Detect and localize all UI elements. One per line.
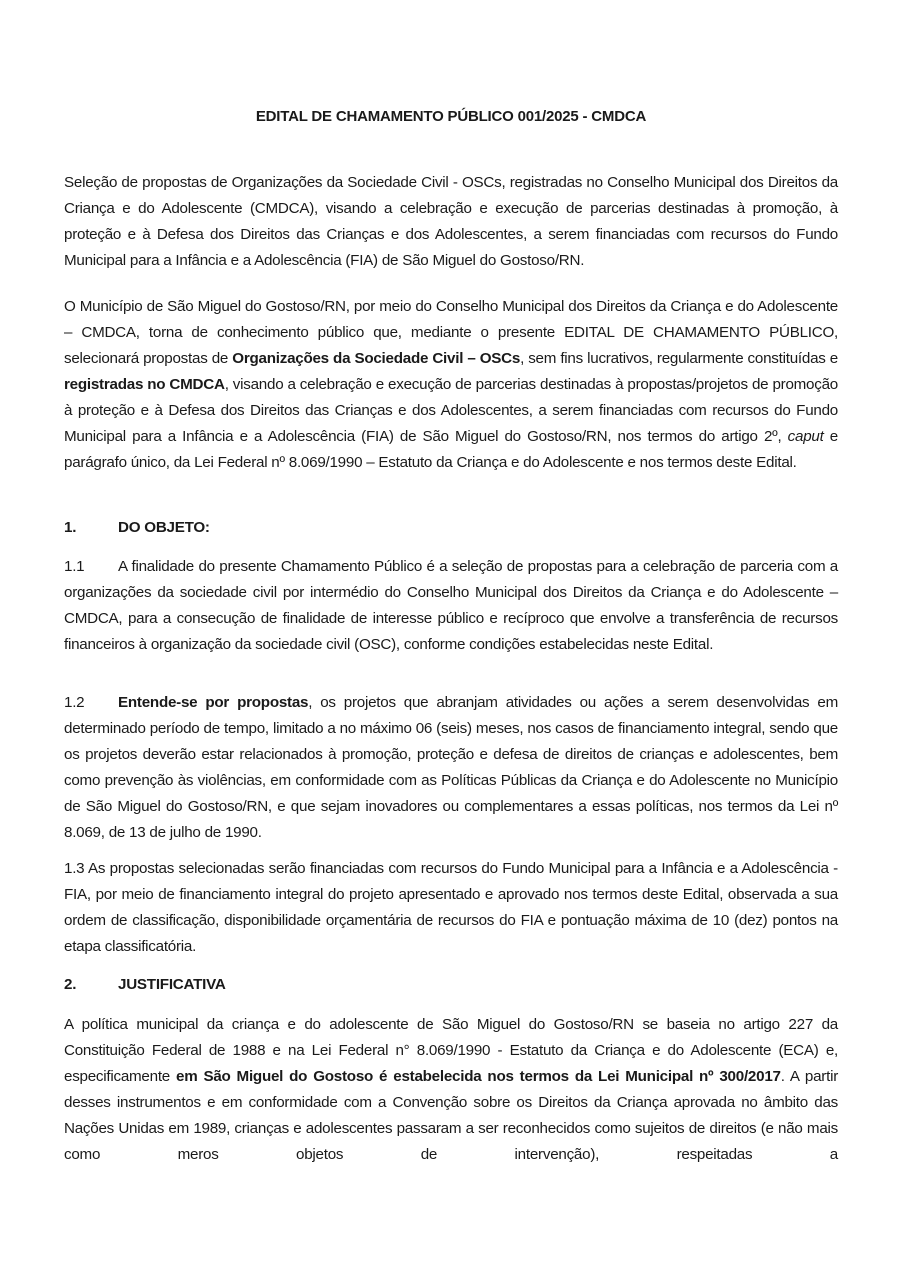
clause-text: As propostas selecionadas serão financiadas com recursos do Fundo Municipal para a Infância e a Adolescência - FIA, por meio de financiamento integral do projeto apresentado e aprovado nos termos deste Edital, observada a sua ordem de classificação, disponibilidade orçamentária de recursos do FIA e pontuação máxima de 10 (dez) pontos na etapa classificatória. [64, 860, 838, 955]
intro-text: Seleção de propostas de Organizações da Sociedade Civil - OSCs, registradas no Conselho Municipal dos Direitos da Criança e do Adolescente (CMDCA), visando a celebração e execução de parcerias destinadas à promoção, à proteção e à Defesa dos Direitos das Crianças e dos Adolescentes, a serem financiadas com recursos do Fundo Municipal para a Infância e a Adolescência (FIA) de São Miguel do Gostoso/RN. [64, 174, 838, 269]
section-title: JUSTIFICATIVA [118, 976, 226, 993]
section-number: 2. [64, 976, 77, 993]
section-number: 1. [64, 519, 77, 536]
preamble-italic-caput: caput [787, 428, 824, 445]
preamble-text-1: O Município de São Miguel do Gostoso/RN, por meio do Conselho Municipal dos Direitos da Criança e do Adolescente – CMDCA, torna de conhecimento público que, mediante o presente EDITAL DE CHAMAMENTO PÚBLICO, selecionará propostas de [64, 298, 838, 367]
preamble-text-3: , visando a celebração e execução de parcerias destinadas à propostas/projetos de promoção à proteção e à Defesa dos Direitos das Crianças e dos Adolescentes, a serem financiadas com recursos do Fundo Municipal para a Infância e a Adolescência (FIA) de São Miguel do Gostoso/RN, nos termos do artigo 2º, [64, 376, 838, 445]
section-heading-objeto [64, 515, 210, 541]
document-title: EDITAL DE CHAMAMENTO PÚBLICO 001/2025 - CMDCA [255, 108, 647, 125]
preamble-paragraph [64, 294, 838, 476]
clause-number: 1.1 [64, 558, 85, 575]
clause-1-2 [64, 690, 838, 846]
clause-text: A finalidade do presente Chamamento Público é a seleção de propostas para a celebração de parceria com a organizações da sociedade civil por intermédio do Conselho Municipal dos Direitos da Criança e do Adolescente – CMDCA, para a consecução de finalidade de interesse público e recíproco que envolve a transferência de recursos financeiros à organização da sociedade civil (OSC), conforme condições estabelecidas neste Edital. [64, 558, 838, 653]
clause-number: 1.3 [64, 860, 85, 877]
section-title: DO OBJETO: [118, 519, 210, 536]
clause-bold-lead: Entende-se por propostas [118, 694, 309, 711]
justificativa-text-2: . A partir desses instrumentos e em conformidade com a Convenção sobre os Direitos da Criança aprovada no âmbito das Nações Unidas em 1989, crianças e adolescentes passaram a ser reconhecidos como sujeitos de direitos (e não mais como meros objetos de intervenção), respeitadas a [64, 1068, 838, 1163]
clause-1-1 [64, 554, 838, 658]
clause-1-3 [64, 856, 838, 960]
clause-text: , os projetos que abranjam atividades ou ações a serem desenvolvidas em determinado período de tempo, limitado a no máximo 06 (seis) meses, nos casos de financiamento integral, sendo que os projetos deverão estar relacionados à promoção, proteção e defesa de direitos de crianças e adolescentes, bem como prevenção às violências, em conformidade com as Políticas Públicas da Criança e do Adolescente no Município de São Miguel do Gostoso/RN, e que sejam inovadores ou complementares a essas políticas, nos termos da Lei nº 8.069, de 13 de julho de 1990. [64, 694, 838, 841]
intro-paragraph [64, 170, 838, 274]
justificativa-bold-lei: em São Miguel do Gostoso é estabelecida nos termos da Lei Municipal nº 300/2017 [176, 1068, 781, 1085]
clause-number: 1.2 [64, 694, 85, 711]
preamble-bold-cmdca: registradas no CMDCA [64, 376, 225, 393]
justificativa-text-1: A política municipal da criança e do adolescente de São Miguel do Gostoso/RN se baseia no artigo 227 da Constituição Federal de 1988 e na Lei Federal n° 8.069/1990 - Estatuto da Criança e do Adolescente (ECA) e, especificamente [64, 1016, 838, 1085]
justificativa-paragraph [64, 1012, 838, 1168]
preamble-text-4: e parágrafo único, da Lei Federal nº 8.069/1990 – Estatuto da Criança e do Adolescente e nos termos deste Edital. [64, 428, 839, 471]
section-heading-justificativa [64, 972, 226, 998]
preamble-text-2: , sem fins lucrativos, regularmente constituídas e [520, 350, 838, 367]
preamble-bold-osc: Organizações da Sociedade Civil – OSCs [232, 350, 521, 367]
